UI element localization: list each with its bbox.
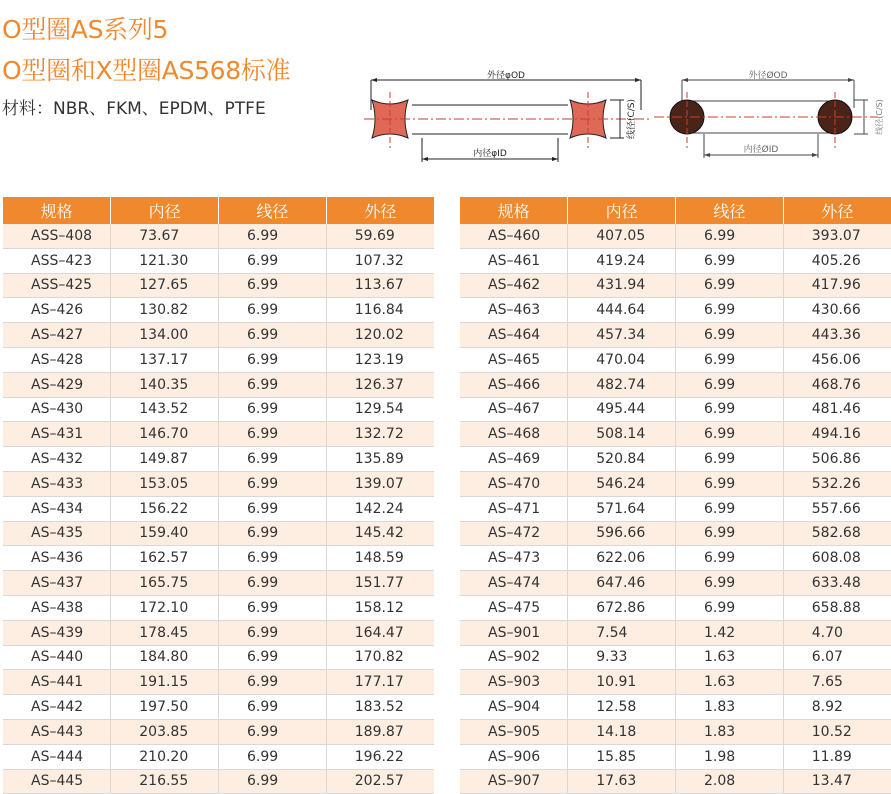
outer-diameter-cell: 4.70: [783, 620, 891, 645]
x-ring-drawing: [362, 70, 652, 170]
size-cell: AS–474: [460, 571, 568, 596]
o-ring-cs-label: 线径(C/S): [875, 99, 884, 135]
size-cell: AS–470: [460, 471, 568, 496]
size-cell: AS–433: [3, 471, 111, 496]
size-cell: AS–464: [460, 323, 568, 348]
size-cell: AS–469: [460, 447, 568, 472]
inner-diameter-cell: 140.35: [111, 372, 219, 397]
table-row: [460, 397, 891, 422]
cross-section-cell: 6.99: [676, 224, 784, 248]
size-cell: AS–427: [3, 323, 111, 348]
size-cell: AS–444: [3, 744, 111, 769]
table-row: [460, 769, 891, 794]
x-ring-cs-label: 线径(C/S): [627, 98, 637, 140]
outer-diameter-cell: 145.42: [326, 521, 434, 546]
outer-diameter-cell: 506.86: [783, 447, 891, 472]
cross-section-cell: 6.99: [219, 397, 327, 422]
size-cell: AS–906: [460, 744, 568, 769]
cross-section-cell: 6.99: [676, 323, 784, 348]
cross-section-cell: 6.99: [676, 447, 784, 472]
outer-diameter-cell: 633.48: [783, 571, 891, 596]
o-ring-od-label: 外径ØOD: [748, 71, 788, 81]
size-cell: AS–471: [460, 496, 568, 521]
size-cell: AS–905: [460, 719, 568, 744]
table-row: [3, 224, 434, 248]
cross-section-cell: 6.99: [676, 248, 784, 273]
table-row: [3, 323, 434, 348]
table-row: [460, 521, 891, 546]
outer-diameter-cell: 123.19: [326, 347, 434, 372]
inner-diameter-cell: 622.06: [568, 546, 676, 571]
table-row: [460, 546, 891, 571]
cross-section-cell: 6.99: [219, 224, 327, 248]
outer-diameter-cell: 443.36: [783, 323, 891, 348]
table-row: [3, 447, 434, 472]
table-row: [3, 719, 434, 744]
inner-diameter-cell: 216.55: [111, 769, 219, 794]
inner-diameter-cell: 482.74: [568, 372, 676, 397]
table-row: [460, 744, 891, 769]
table-row: [460, 273, 891, 298]
inner-diameter-cell: 134.00: [111, 323, 219, 348]
cross-section-cell: 6.99: [219, 273, 327, 298]
cross-section-cell: 6.99: [676, 397, 784, 422]
outer-diameter-cell: 113.67: [326, 273, 434, 298]
spec-table-left: [3, 197, 434, 794]
inner-diameter-cell: 546.24: [568, 471, 676, 496]
inner-diameter-cell: 10.91: [568, 670, 676, 695]
cross-section-cell: 6.99: [676, 347, 784, 372]
col-header-outer-diameter: 外径: [783, 197, 891, 224]
col-header-inner-diameter: 内径: [568, 197, 676, 224]
inner-diameter-cell: 149.87: [111, 447, 219, 472]
table-row: [460, 620, 891, 645]
size-cell: AS–465: [460, 347, 568, 372]
outer-diameter-cell: 11.89: [783, 744, 891, 769]
x-ring-id-label: 内径φID: [473, 149, 507, 159]
inner-diameter-cell: 197.50: [111, 695, 219, 720]
table-row: [460, 471, 891, 496]
outer-diameter-cell: 177.17: [326, 670, 434, 695]
col-header-inner-diameter: 内径: [111, 197, 219, 224]
table-row: [3, 496, 434, 521]
outer-diameter-cell: 13.47: [783, 769, 891, 794]
inner-diameter-cell: 137.17: [111, 347, 219, 372]
inner-diameter-cell: 17.63: [568, 769, 676, 794]
size-cell: AS–902: [460, 645, 568, 670]
outer-diameter-cell: 183.52: [326, 695, 434, 720]
cross-section-cell: 6.99: [219, 248, 327, 273]
cross-section-cell: 6.99: [219, 323, 327, 348]
size-cell: AS–430: [3, 397, 111, 422]
table-header-row: [3, 197, 434, 224]
o-ring-diagram: [652, 68, 891, 164]
table-row: [3, 372, 434, 397]
inner-diameter-cell: 571.64: [568, 496, 676, 521]
col-header-cross-section: 线径: [219, 197, 327, 224]
inner-diameter-cell: 457.34: [568, 323, 676, 348]
inner-diameter-cell: 470.04: [568, 347, 676, 372]
size-cell: AS–431: [3, 422, 111, 447]
inner-diameter-cell: 191.15: [111, 670, 219, 695]
outer-diameter-cell: 142.24: [326, 496, 434, 521]
inner-diameter-cell: 184.80: [111, 645, 219, 670]
size-cell: AS–462: [460, 273, 568, 298]
materials-line: 材料：NBR、FKM、EPDM、PTFE: [2, 99, 266, 119]
table-header-row: [460, 197, 891, 224]
inner-diameter-cell: 407.05: [568, 224, 676, 248]
outer-diameter-cell: 129.54: [326, 397, 434, 422]
inner-diameter-cell: 172.10: [111, 595, 219, 620]
cross-section-cell: 6.99: [676, 546, 784, 571]
outer-diameter-cell: 132.72: [326, 422, 434, 447]
size-cell: AS–429: [3, 372, 111, 397]
cross-section-cell: 6.99: [219, 422, 327, 447]
size-cell: AS–463: [460, 298, 568, 323]
outer-diameter-cell: 202.57: [326, 769, 434, 794]
table-row: [460, 224, 891, 248]
table-row: [3, 769, 434, 794]
table-row: [3, 620, 434, 645]
outer-diameter-cell: 116.84: [326, 298, 434, 323]
cross-section-cell: 6.99: [219, 447, 327, 472]
cross-section-cell: 1.83: [676, 695, 784, 720]
outer-diameter-cell: 135.89: [326, 447, 434, 472]
inner-diameter-cell: 14.18: [568, 719, 676, 744]
table-row: [460, 347, 891, 372]
size-cell: AS–428: [3, 347, 111, 372]
outer-diameter-cell: 10.52: [783, 719, 891, 744]
outer-diameter-cell: 405.26: [783, 248, 891, 273]
table-row: [460, 447, 891, 472]
col-header-cross-section: 线径: [676, 197, 784, 224]
inner-diameter-cell: 121.30: [111, 248, 219, 273]
size-cell: AS–437: [3, 571, 111, 596]
inner-diameter-cell: 520.84: [568, 447, 676, 472]
cross-section-cell: 1.83: [676, 719, 784, 744]
inner-diameter-cell: 596.66: [568, 521, 676, 546]
cross-section-cell: 1.98: [676, 744, 784, 769]
cross-section-cell: 6.99: [676, 571, 784, 596]
cross-section-cell: 6.99: [676, 422, 784, 447]
table-row: [3, 248, 434, 273]
size-cell: AS–472: [460, 521, 568, 546]
cross-section-cell: 1.42: [676, 620, 784, 645]
x-ring-od-label: 外径φOD: [487, 71, 525, 81]
inner-diameter-cell: 12.58: [568, 695, 676, 720]
outer-diameter-cell: 658.88: [783, 595, 891, 620]
size-cell: AS–460: [460, 224, 568, 248]
table-row: [460, 595, 891, 620]
cross-section-cell: 6.99: [219, 546, 327, 571]
table-row: [3, 571, 434, 596]
table-row: [460, 695, 891, 720]
inner-diameter-cell: 162.57: [111, 546, 219, 571]
inner-diameter-cell: 203.85: [111, 719, 219, 744]
cross-section-cell: 6.99: [219, 298, 327, 323]
size-cell: AS–467: [460, 397, 568, 422]
size-cell: AS–439: [3, 620, 111, 645]
size-cell: AS–475: [460, 595, 568, 620]
cross-section-cell: 1.63: [676, 645, 784, 670]
inner-diameter-cell: 508.14: [568, 422, 676, 447]
col-header-size: 规格: [460, 197, 568, 224]
cross-section-cell: 6.99: [219, 620, 327, 645]
outer-diameter-cell: 7.65: [783, 670, 891, 695]
table-row: [460, 372, 891, 397]
size-cell: AS–438: [3, 595, 111, 620]
page-title: O型圈AS系列5: [2, 15, 169, 44]
table-row: [3, 595, 434, 620]
size-cell: AS–436: [3, 546, 111, 571]
size-cell: AS–901: [460, 620, 568, 645]
size-cell: AS–907: [460, 769, 568, 794]
outer-diameter-cell: 139.07: [326, 471, 434, 496]
size-cell: AS–461: [460, 248, 568, 273]
size-cell: AS–904: [460, 695, 568, 720]
spec-table-right: [460, 197, 891, 794]
table-row: [3, 298, 434, 323]
outer-diameter-cell: 196.22: [326, 744, 434, 769]
table-row: [3, 471, 434, 496]
cross-section-cell: 6.99: [219, 347, 327, 372]
table-row: [3, 347, 434, 372]
inner-diameter-cell: 165.75: [111, 571, 219, 596]
outer-diameter-cell: 430.66: [783, 298, 891, 323]
outer-diameter-cell: 468.76: [783, 372, 891, 397]
outer-diameter-cell: 494.16: [783, 422, 891, 447]
size-cell: AS–443: [3, 719, 111, 744]
x-ring-diagram: [362, 70, 652, 170]
inner-diameter-cell: 419.24: [568, 248, 676, 273]
outer-diameter-cell: 151.77: [326, 571, 434, 596]
inner-diameter-cell: 127.65: [111, 273, 219, 298]
table-row: [3, 422, 434, 447]
outer-diameter-cell: 164.47: [326, 620, 434, 645]
cross-section-cell: 6.99: [676, 372, 784, 397]
table-row: [3, 521, 434, 546]
inner-diameter-cell: 146.70: [111, 422, 219, 447]
cross-section-cell: 6.99: [219, 695, 327, 720]
size-cell: AS–441: [3, 670, 111, 695]
outer-diameter-cell: 456.06: [783, 347, 891, 372]
size-cell: AS–432: [3, 447, 111, 472]
o-ring-id-label: 内径ØID: [743, 145, 779, 155]
cross-section-cell: 6.99: [219, 595, 327, 620]
size-cell: AS–435: [3, 521, 111, 546]
outer-diameter-cell: 417.96: [783, 273, 891, 298]
size-cell: ASS–423: [3, 248, 111, 273]
col-header-outer-diameter: 外径: [326, 197, 434, 224]
outer-diameter-cell: 6.07: [783, 645, 891, 670]
size-cell: AS–445: [3, 769, 111, 794]
table-row: [460, 323, 891, 348]
inner-diameter-cell: 495.44: [568, 397, 676, 422]
inner-diameter-cell: 159.40: [111, 521, 219, 546]
col-header-size: 规格: [3, 197, 111, 224]
inner-diameter-cell: 130.82: [111, 298, 219, 323]
size-cell: ASS–425: [3, 273, 111, 298]
inner-diameter-cell: 153.05: [111, 471, 219, 496]
size-cell: AS–468: [460, 422, 568, 447]
cross-section-cell: 6.99: [219, 496, 327, 521]
inner-diameter-cell: 143.52: [111, 397, 219, 422]
table-row: [460, 670, 891, 695]
outer-diameter-cell: 557.66: [783, 496, 891, 521]
cross-section-cell: 6.99: [219, 471, 327, 496]
inner-diameter-cell: 672.86: [568, 595, 676, 620]
table-row: [3, 645, 434, 670]
cross-section-cell: 6.99: [219, 719, 327, 744]
cross-section-cell: 6.99: [676, 521, 784, 546]
outer-diameter-cell: 170.82: [326, 645, 434, 670]
inner-diameter-cell: 15.85: [568, 744, 676, 769]
table-row: [460, 298, 891, 323]
size-cell: AS–440: [3, 645, 111, 670]
table-row: [3, 546, 434, 571]
cross-section-cell: 6.99: [676, 496, 784, 521]
page-subtitle: O型圈和X型圈AS568标准: [2, 56, 291, 85]
outer-diameter-cell: 393.07: [783, 224, 891, 248]
cross-section-cell: 6.99: [676, 273, 784, 298]
outer-diameter-cell: 158.12: [326, 595, 434, 620]
table-row: [460, 645, 891, 670]
cross-section-cell: 6.99: [676, 298, 784, 323]
outer-diameter-cell: 481.46: [783, 397, 891, 422]
cross-section-cell: 6.99: [219, 670, 327, 695]
table-row: [460, 571, 891, 596]
outer-diameter-cell: 120.02: [326, 323, 434, 348]
table-row: [460, 248, 891, 273]
cross-section-cell: 6.99: [676, 595, 784, 620]
size-cell: ASS–408: [3, 224, 111, 248]
size-cell: AS–903: [460, 670, 568, 695]
table-row: [3, 695, 434, 720]
cross-section-cell: 6.99: [219, 645, 327, 670]
size-cell: AS–473: [460, 546, 568, 571]
inner-diameter-cell: 73.67: [111, 224, 219, 248]
size-cell: AS–426: [3, 298, 111, 323]
outer-diameter-cell: 532.26: [783, 471, 891, 496]
cross-section-cell: 1.63: [676, 670, 784, 695]
cross-section-cell: 6.99: [219, 571, 327, 596]
inner-diameter-cell: 444.64: [568, 298, 676, 323]
outer-diameter-cell: 608.08: [783, 546, 891, 571]
table-row: [3, 744, 434, 769]
table-row: [460, 422, 891, 447]
cross-section-cell: 6.99: [219, 769, 327, 794]
inner-diameter-cell: 9.33: [568, 645, 676, 670]
cross-section-cell: 6.99: [219, 521, 327, 546]
outer-diameter-cell: 582.68: [783, 521, 891, 546]
inner-diameter-cell: 156.22: [111, 496, 219, 521]
table-row: [3, 670, 434, 695]
outer-diameter-cell: 59.69: [326, 224, 434, 248]
table-row: [3, 397, 434, 422]
cross-section-cell: 6.99: [676, 471, 784, 496]
outer-diameter-cell: 148.59: [326, 546, 434, 571]
cross-section-cell: 6.99: [219, 372, 327, 397]
outer-diameter-cell: 126.37: [326, 372, 434, 397]
inner-diameter-cell: 7.54: [568, 620, 676, 645]
o-ring-drawing: [652, 68, 891, 164]
inner-diameter-cell: 431.94: [568, 273, 676, 298]
table-row: [460, 496, 891, 521]
cross-section-cell: 6.99: [219, 744, 327, 769]
size-cell: AS–434: [3, 496, 111, 521]
inner-diameter-cell: 647.46: [568, 571, 676, 596]
inner-diameter-cell: 210.20: [111, 744, 219, 769]
size-cell: AS–466: [460, 372, 568, 397]
table-row: [460, 719, 891, 744]
outer-diameter-cell: 189.87: [326, 719, 434, 744]
cross-section-cell: 2.08: [676, 769, 784, 794]
size-cell: AS–442: [3, 695, 111, 720]
table-row: [3, 273, 434, 298]
inner-diameter-cell: 178.45: [111, 620, 219, 645]
outer-diameter-cell: 8.92: [783, 695, 891, 720]
outer-diameter-cell: 107.32: [326, 248, 434, 273]
